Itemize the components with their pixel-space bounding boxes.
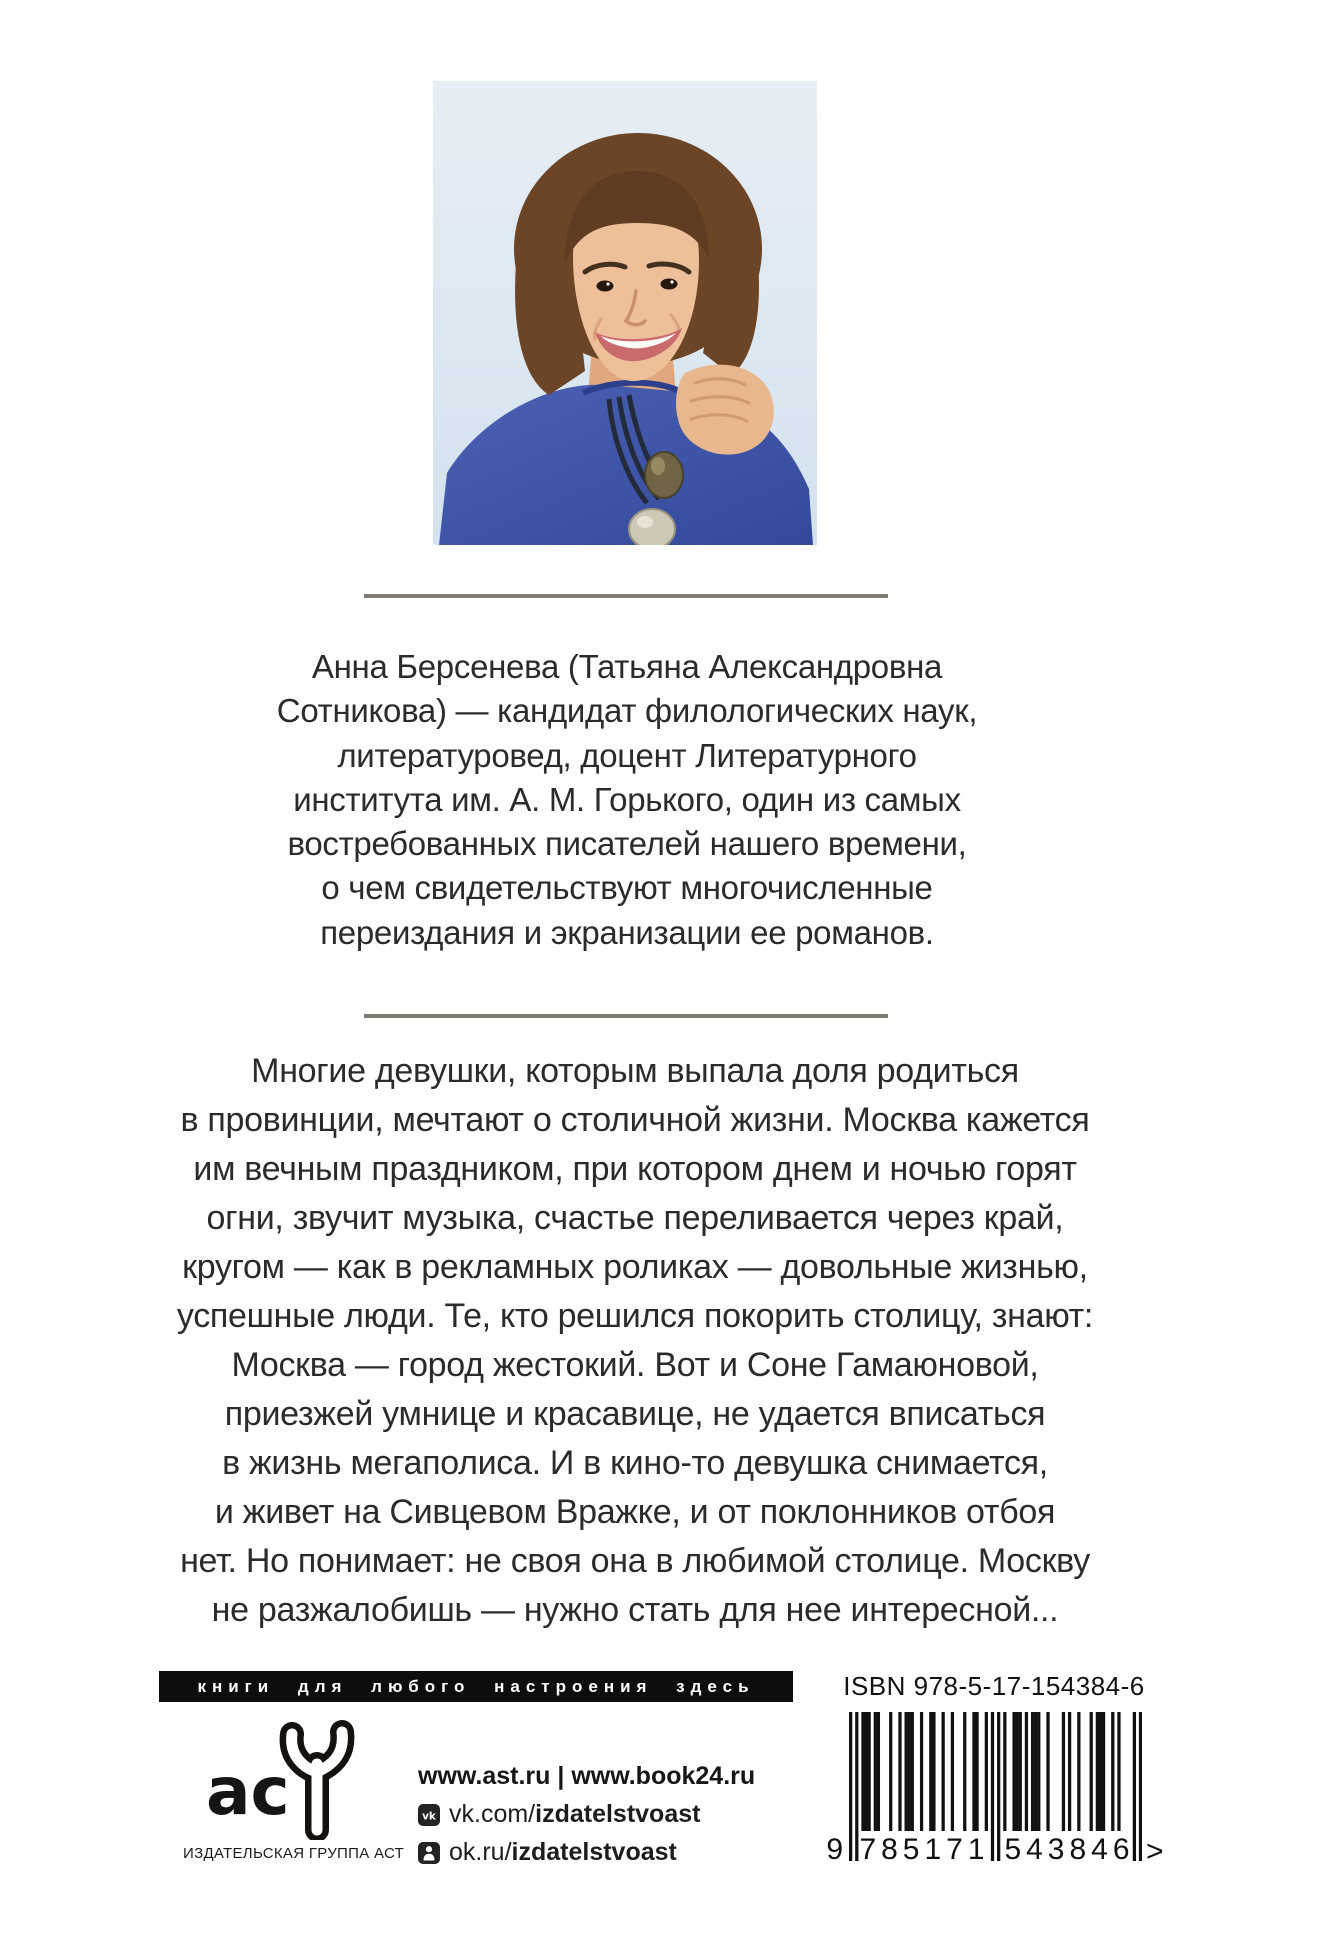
annotation-line: не разжалобишь — нужно стать для нее интересной... xyxy=(211,1591,1059,1629)
publisher-links xyxy=(418,1762,755,1867)
slogan-banner xyxy=(159,1671,793,1702)
bio-line: Анна Берсенева (Татьяна Александровна xyxy=(311,648,943,685)
annotation-line: огни, звучит музыка, счастье переливается через край, xyxy=(206,1199,1064,1237)
vk-link: vk.com/izdatelstvoast xyxy=(449,1800,701,1828)
ok-link-row xyxy=(418,1838,755,1867)
barcode-digit-lead: 9 xyxy=(826,1833,843,1866)
ast-logo-letters: ас xyxy=(208,1753,290,1830)
annotation-line: им вечным праздником, при котором днем и ночью горят xyxy=(193,1150,1077,1188)
bio-line: литературовед, доцент Литературного xyxy=(337,736,917,774)
annotation-line: Многие девушки, которым выпала доля родиться xyxy=(251,1052,1019,1090)
ok-link: ok.ru/izdatelstvoast xyxy=(449,1838,677,1866)
vk-link-row xyxy=(418,1800,755,1829)
bio-line: института им. А. М. Горького, один из самых xyxy=(293,780,961,818)
bio-line: востребованных писателей нашего времени, xyxy=(287,825,967,863)
ok-icon xyxy=(418,1842,440,1864)
slogan-text: книги для любого настроения здесь xyxy=(197,1676,755,1696)
bio-line: Сотникова) — кандидат филологических наук, xyxy=(276,692,978,730)
author-photo-image xyxy=(433,81,817,545)
separator-top xyxy=(364,594,888,598)
ast-logo xyxy=(208,1712,358,1840)
author-bio xyxy=(77,645,1177,955)
barcode-suffix: > xyxy=(1146,1835,1164,1868)
publisher-sites: www.ast.ru | www.book24.ru xyxy=(418,1762,756,1790)
ast-cactus-icon xyxy=(292,1732,343,1830)
annotation-line: в жизнь мегаполиса. И в кино-то девушка снимается, xyxy=(222,1444,1048,1482)
annotation-line: приезжей умнице и красавице, не удается вписаться xyxy=(224,1395,1046,1433)
annotation-line: кругом — как в рекламных роликах — довольные жизнью, xyxy=(182,1248,1088,1286)
bio-line: переиздания и экранизации ее романов. xyxy=(320,913,934,951)
vk-icon xyxy=(418,1804,440,1826)
separator-middle xyxy=(364,1014,888,1018)
barcode-digits-right: 543846 xyxy=(1004,1833,1135,1866)
ast-logo-image xyxy=(208,1712,358,1840)
author-photo xyxy=(433,81,817,545)
barcode xyxy=(826,1712,1164,1872)
publisher-caption: ИЗДАТЕЛЬСКАЯ ГРУППА АСТ xyxy=(183,1845,405,1862)
annotation-line: успешные люди. Те, кто решился покорить столицу, знают: xyxy=(176,1297,1094,1335)
isbn-label: ISBN 978-5-17-154384-6 xyxy=(843,1671,1145,1701)
annotation-line: в провинции, мечтают о столичной жизни. Москва кажется xyxy=(180,1101,1090,1139)
annotation-line: Москва — город жестокий. Вот и Соне Гамаюновой, xyxy=(231,1346,1039,1384)
barcode-digits-left: 785171 xyxy=(859,1833,990,1866)
bio-line: о чем свидетельствуют многочисленные xyxy=(321,869,933,907)
svg-text:vk: vk xyxy=(422,1810,436,1822)
annotation-line: и живет на Сивцевом Вражке, и от поклонников отбоя xyxy=(214,1493,1056,1531)
annotation-line: нет. Но понимает: не своя она в любимой столице. Москву xyxy=(180,1542,1090,1580)
book-annotation xyxy=(85,1047,1185,1635)
